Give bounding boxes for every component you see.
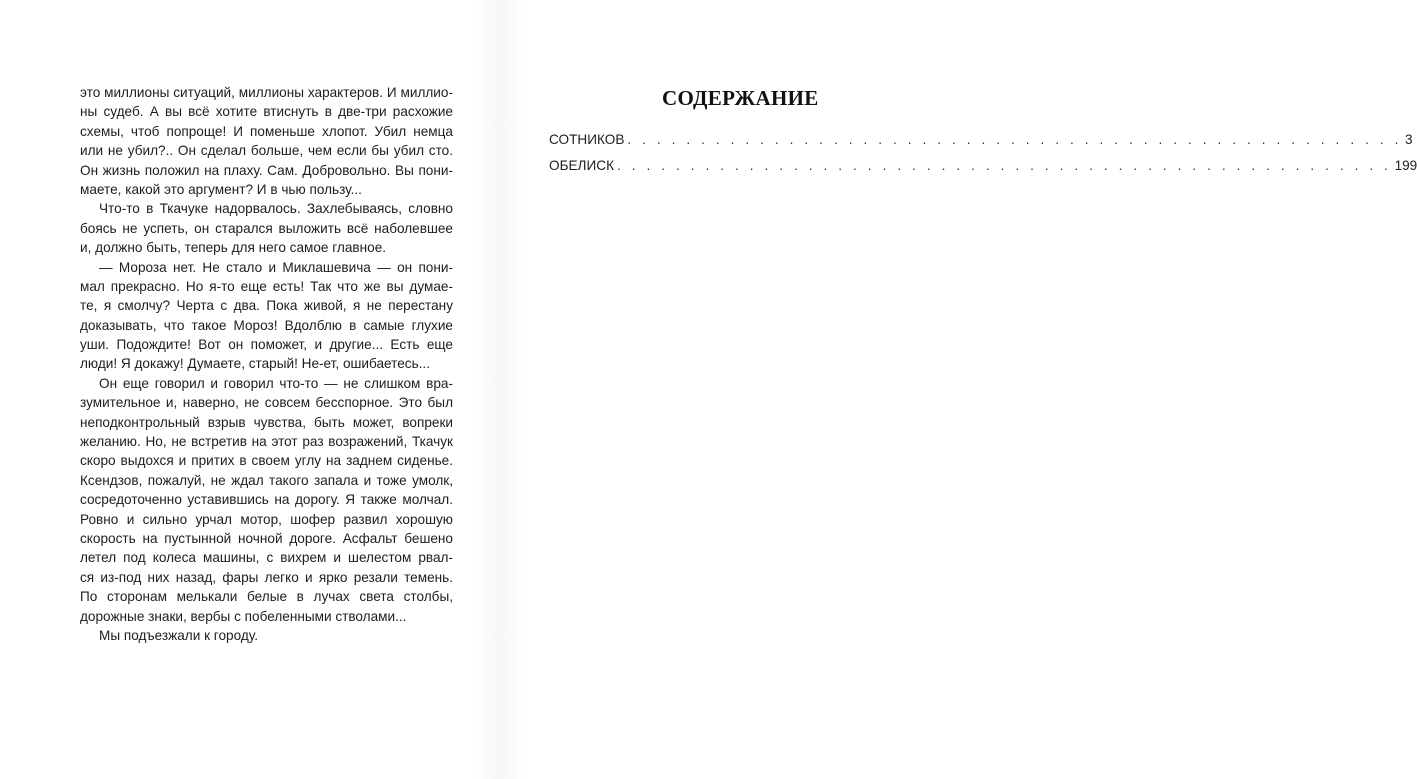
text-line: неподконтрольный взрыв чувства, быть может, вопреки: [80, 414, 453, 430]
toc-entry-title: ОБЕЛИСК: [549, 158, 614, 173]
text-line: скорость на пустынной ночной дороге. Асфальт бешено: [80, 530, 453, 546]
text-line: дорожные знаки, вербы с побеленными стволами...: [80, 608, 407, 624]
text-line: Он жизнь положил на плаху. Сам. Добровольно. Вы пони-: [80, 162, 453, 178]
text-line: Что-то в Ткачуке надорвалось. Захлебываясь, словно: [99, 201, 453, 217]
text-line: это миллионы ситуаций, миллионы характеров. И миллио-: [80, 85, 453, 100]
text-line: скоро выдохся и притих в своем углу на заднем сиденье.: [80, 453, 453, 469]
body-text: [80, 83, 453, 645]
text-line: маете, какой это аргумент? И в чью пользу...: [80, 181, 362, 197]
text-line: ся из-под них назад, фары легко и ярко резали темень.: [80, 569, 453, 585]
toc-list: [549, 132, 1417, 184]
text-line: Он еще говорил и говорил что-то — не слишком вра-: [99, 375, 453, 391]
text-line: летел под колеса машины, с вихрем и шелестом рвал-: [80, 550, 453, 566]
toc-entry-sotnikov[interactable]: [549, 132, 1413, 158]
text-line: Ровно и сильно урчал мотор, шофер развил хорошую: [80, 511, 453, 527]
toc-entry-title: СОТНИКОВ: [549, 132, 625, 147]
text-line: мал прекрасно. Но я-то еще есть! Так что же вы думае-: [80, 278, 453, 294]
text-line: доказывать, что такое Мороз! Вдолблю в самые глухие: [80, 317, 453, 333]
right-page: [500, 0, 1417, 779]
text-line: люди! Я докажу! Думаете, старый! Не-ет, ошибаетесь...: [80, 356, 430, 372]
text-line: зумительное и, наверно, не совсем бесспорное. Это был: [80, 395, 453, 411]
text-line: Ксендзов, пожалуй, не ждал такого запала и тоже умолк,: [80, 472, 453, 488]
toc-page-number: 199: [1394, 158, 1417, 173]
toc-page-number: 3: [1404, 132, 1413, 147]
text-line: — Мороза нет. Не стало и Миклашевича — он пони-: [99, 259, 453, 275]
text-line: уши. Подождите! Вот он поможет, и другие... Есть еще: [80, 337, 453, 353]
text-line: По сторонам мелькали белые в лучах света столбы,: [80, 589, 453, 605]
text-line: и, должно быть, теперь для него самое главное.: [80, 240, 387, 256]
left-page: [0, 0, 500, 779]
text-line: Мы подъезжали к городу.: [99, 627, 258, 643]
text-line: боясь не успеть, он старался выложить всё наболевшее: [80, 220, 453, 236]
toc-leader-dots: . . . . . . . . . . . . . . . . . . . . . . . . . . . . . . . . . . . . . . . . . . . . . . . . . . . . .: [617, 158, 1392, 173]
text-line: ны судеб. А вы всё хотите втиснуть в две-три расхожие: [80, 104, 453, 120]
text-line: или не убил?.. Он сделал больше, чем если бы убил сто.: [80, 143, 453, 159]
toc-entry-obelisk[interactable]: [549, 158, 1417, 184]
text-line: сосредоточенно уставившись на дорогу. Я также молчал.: [80, 492, 453, 508]
text-line: те, я смолчу? Черта с два. Пока живой, я не перестану: [80, 298, 453, 314]
text-line: желанию. Но, не встретив на этот раз возражений, Ткачук: [80, 434, 453, 450]
toc-title: СОДЕРЖАНИЕ: [662, 86, 819, 110]
text-line: схемы, чтоб попроще! И поменьше хлопот. Убил немца: [80, 123, 453, 139]
toc-leader-dots: . . . . . . . . . . . . . . . . . . . . . . . . . . . . . . . . . . . . . . . . . . . . . . . . . . . . .: [627, 132, 1402, 147]
